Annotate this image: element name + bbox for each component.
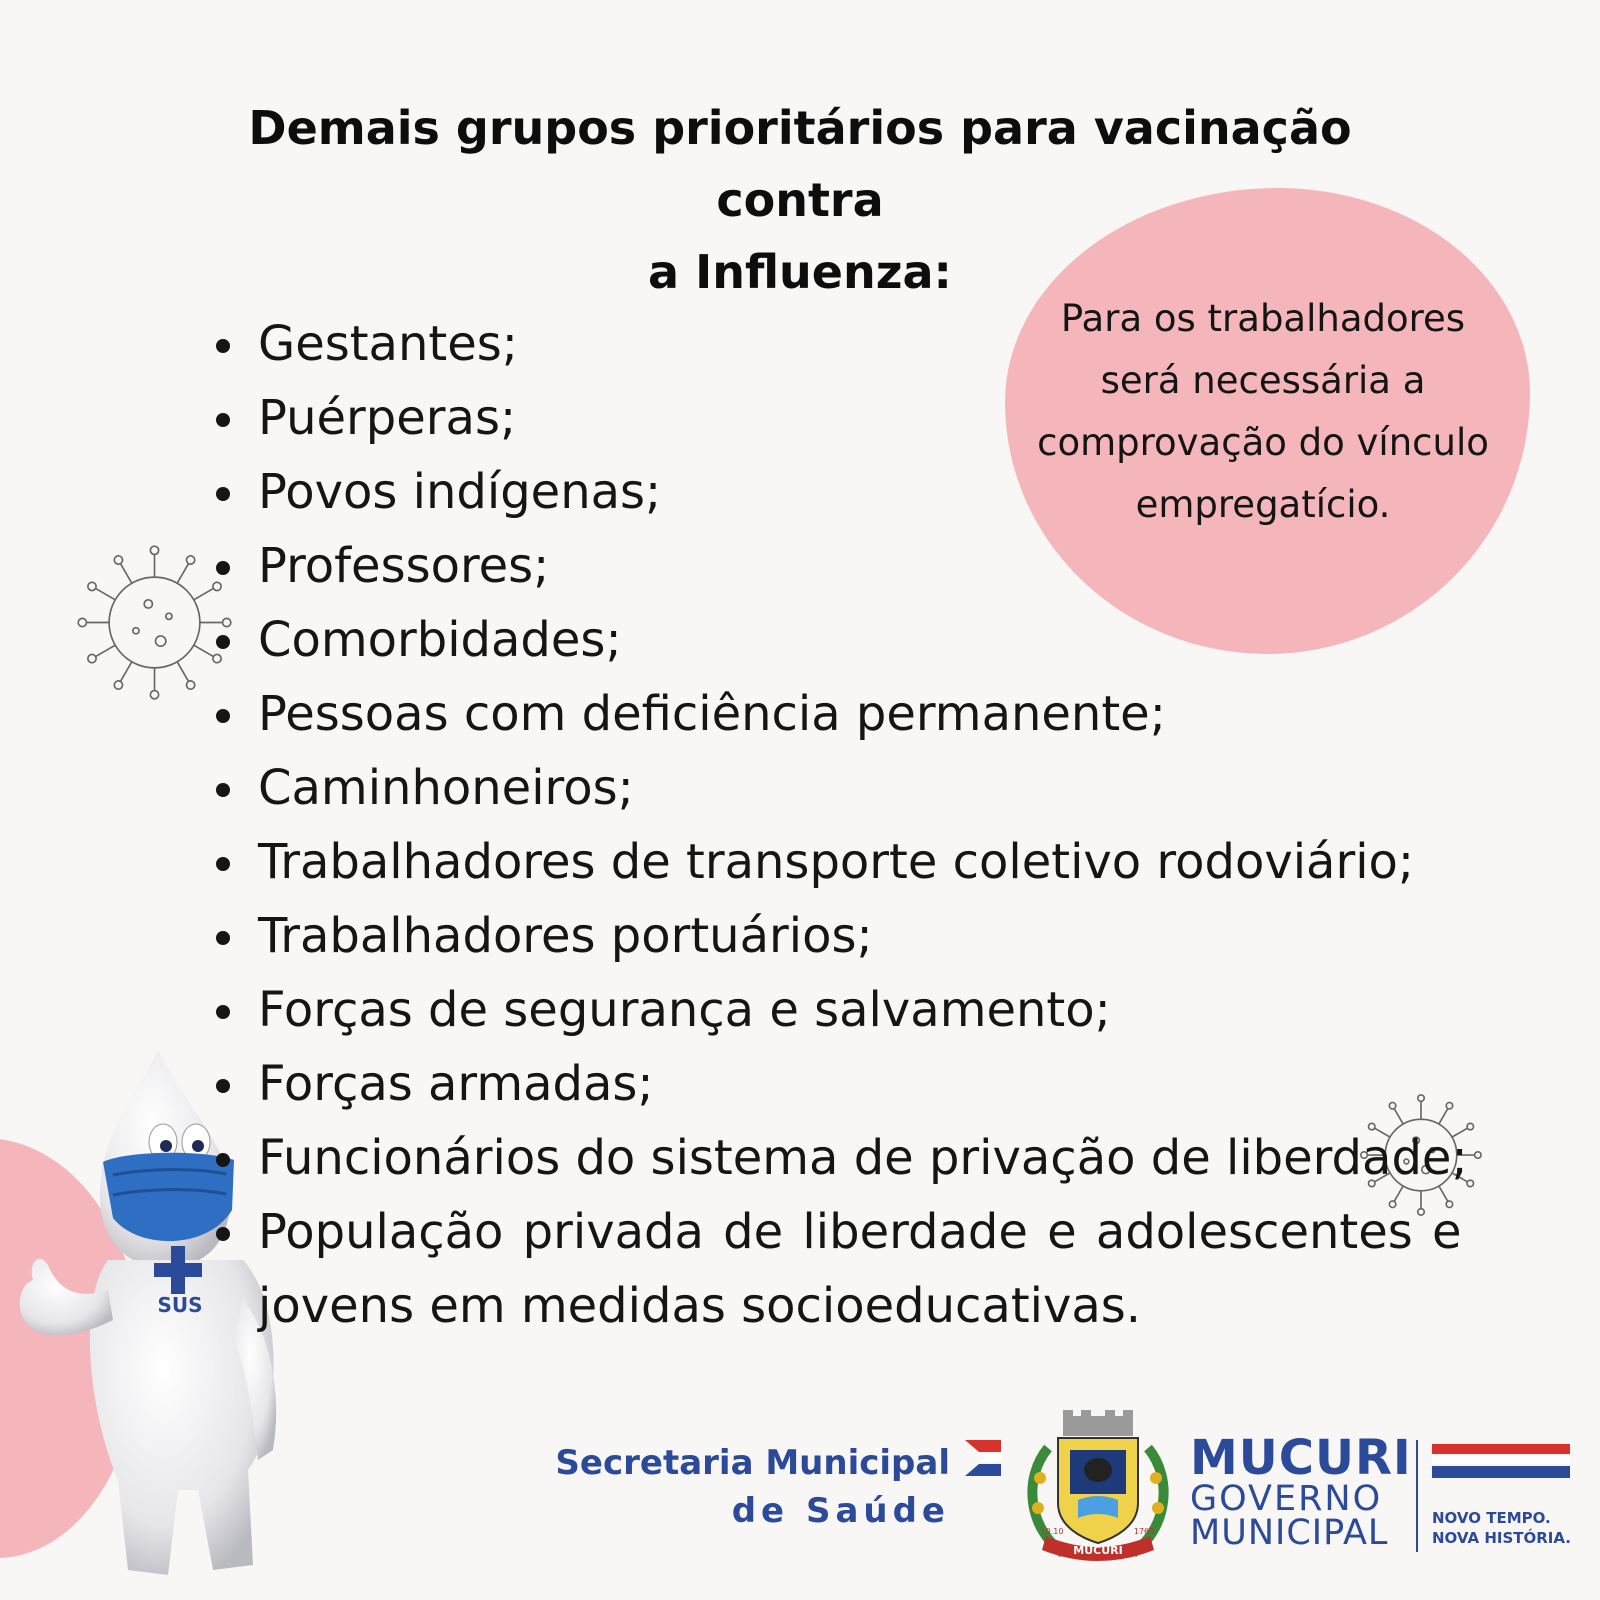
list-item: Trabalhadores portuários; — [212, 899, 1442, 973]
title-line-2: a Influenza: — [648, 245, 952, 299]
crest-left-text: 10.10 — [1040, 1527, 1064, 1536]
priority-groups-list — [212, 307, 1468, 1343]
list-item: Gestantes; — [212, 307, 1442, 381]
slogan-line-1: NOVO TEMPO. — [1432, 1509, 1551, 1527]
list-item: Trabalhadores de transporte coletivo rodoviário; — [212, 825, 1442, 899]
sus-badge: SUS — [157, 1293, 203, 1317]
gov-line-1: GOVERNO — [1190, 1479, 1383, 1519]
municipal-crest — [1018, 1408, 1178, 1568]
bullet-icon — [216, 931, 230, 945]
bullet-icon — [216, 561, 230, 575]
bullet-icon — [216, 709, 230, 723]
page-title — [160, 92, 1440, 308]
bullet-icon — [216, 1005, 230, 1019]
crest-banner-text: MUCURI — [1073, 1544, 1123, 1557]
list-item: Comorbidades; — [212, 603, 1442, 677]
slogan — [1432, 1508, 1571, 1548]
list-item-continuation — [212, 1269, 1442, 1343]
bullet-icon — [216, 1079, 230, 1093]
title-line-1: Demais grupos prioritários para vacinação contra — [248, 101, 1352, 227]
last-group-line-2: jovens em medidas socioeducativas. — [258, 1278, 1142, 1334]
gov-line-2: MUNICIPAL — [1190, 1513, 1389, 1553]
list-item: Caminhoneiros; — [212, 751, 1442, 825]
city-name: MUCURI — [1190, 1430, 1412, 1486]
bullet-icon — [216, 1153, 230, 1167]
bullet-icon — [216, 783, 230, 797]
bullet-icon — [216, 339, 230, 353]
mucuri-government-logo — [1190, 1430, 1412, 1553]
bullet-icon — [216, 635, 230, 649]
secretaria-line-2: de Saúde — [731, 1491, 950, 1531]
note-line-1: Para os trabalhadores — [1060, 297, 1466, 340]
note-line-3: comprovação do vínculo — [1037, 421, 1489, 464]
crest-right-text: 1769 — [1133, 1527, 1155, 1536]
slogan-line-2: NOVA HISTÓRIA. — [1432, 1529, 1571, 1547]
list-item: Povos indígenas; — [212, 455, 1442, 529]
bullet-icon — [216, 1227, 230, 1241]
list-item: Forças de segurança e salvamento; — [212, 973, 1442, 1047]
list-item — [212, 1195, 1462, 1269]
list-item: Forças armadas; — [212, 1047, 1442, 1121]
list-item: Funcionários do sistema de privação de liberdade; — [212, 1121, 1442, 1195]
note-line-2: será necessária a — [1100, 359, 1426, 402]
bullet-icon — [216, 857, 230, 871]
list-item: Professores; — [212, 529, 1442, 603]
flag-stripes-icon — [1432, 1444, 1570, 1478]
flag-stripes-icon — [965, 1440, 1001, 1476]
logo-divider — [1416, 1440, 1418, 1552]
bullet-icon — [216, 487, 230, 501]
bullet-icon — [216, 413, 230, 427]
secretaria-saude-logo — [555, 1440, 950, 1536]
note-line-4: empregatício. — [1135, 483, 1391, 526]
list-item: Puérperas; — [212, 381, 1442, 455]
list-item: Pessoas com deficiência permanente; — [212, 677, 1442, 751]
secretaria-line-1: Secretaria Municipal — [555, 1443, 950, 1483]
last-group-line-1: População privada de liberdade e adolescentes e — [258, 1204, 1462, 1260]
